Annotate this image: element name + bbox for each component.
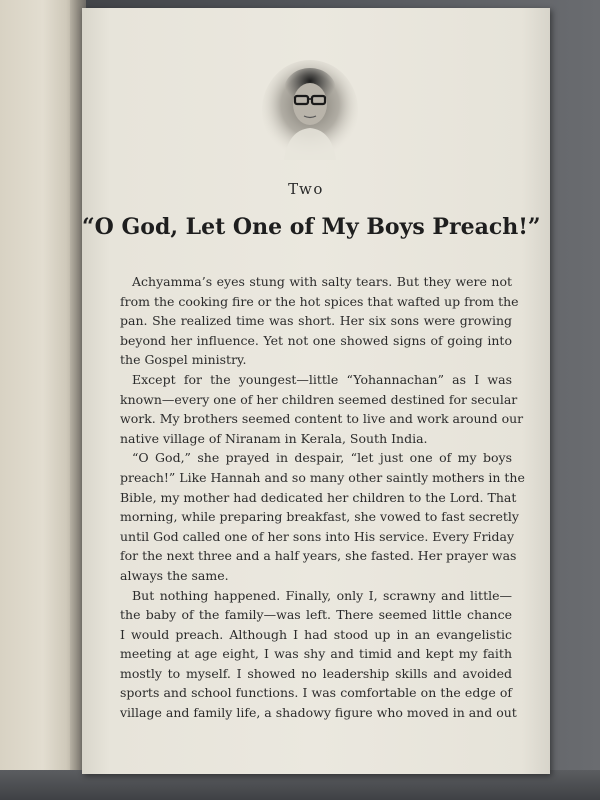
text-line: the baby of the family—was left. There seemed little chance — [120, 607, 512, 623]
text-line: known—every one of her children seemed destined for secular — [120, 391, 518, 407]
text-line: work. My brothers seemed content to live and work around our — [120, 411, 524, 427]
text-line: from the cooking fire or the hot spices that wafted up from the — [120, 293, 519, 309]
text-line: the Gospel ministry. — [120, 352, 247, 368]
text-line: Except for the youngest—little “Yohannachan” as I was — [132, 371, 512, 387]
text-line: Achyamma’s eyes stung with salty tears. But they were not — [132, 274, 512, 289]
facing-page-edge — [0, 0, 78, 800]
chapter-number: Two — [288, 180, 324, 198]
text-line: preach!” Like Hannah and so many other saintly mothers in the — [120, 469, 525, 485]
text-line: native village of Niranam in Kerala, South India. — [120, 430, 428, 446]
text-line: morning, while preparing breakfast, she vowed to fast secretly — [120, 509, 519, 525]
text-line: village and family life, a shadowy figure who moved in and out — [120, 705, 517, 721]
book-page — [82, 8, 550, 774]
text-line: But nothing happened. Finally, only I, scrawny and little— — [132, 587, 512, 603]
text-line: for the next three and a half years, she fasted. Her prayer was — [120, 548, 517, 564]
text-line: mostly to myself. I showed no leadership skills and avoided — [120, 665, 512, 681]
book-bottom-edge — [0, 770, 600, 800]
text-line: always the same. — [120, 567, 229, 583]
text-line: “O God,” she prayed in despair, “let just one of my boys — [132, 450, 512, 466]
text-line: pan. She realized time was short. Her six sons were growing — [120, 313, 512, 329]
text-line: sports and school functions. I was comfortable on the edge of — [120, 685, 512, 701]
text-line: meeting at age eight, I was shy and timid and kept my faith — [120, 646, 512, 662]
chapter-title: “O God, Let One of My Boys Preach!” — [82, 214, 541, 240]
text-line: Bible, my mother had dedicated her children to the Lord. That — [120, 489, 517, 505]
text-line: I would preach. Although I had stood up in an evangelistic — [120, 626, 512, 642]
portrait-photo — [262, 60, 358, 160]
chapter-body-text — [120, 272, 525, 723]
text-line: until God called one of her sons into His service. Every Friday — [120, 528, 515, 544]
text-line: beyond her influence. Yet not one showed signs of going into — [120, 332, 512, 348]
